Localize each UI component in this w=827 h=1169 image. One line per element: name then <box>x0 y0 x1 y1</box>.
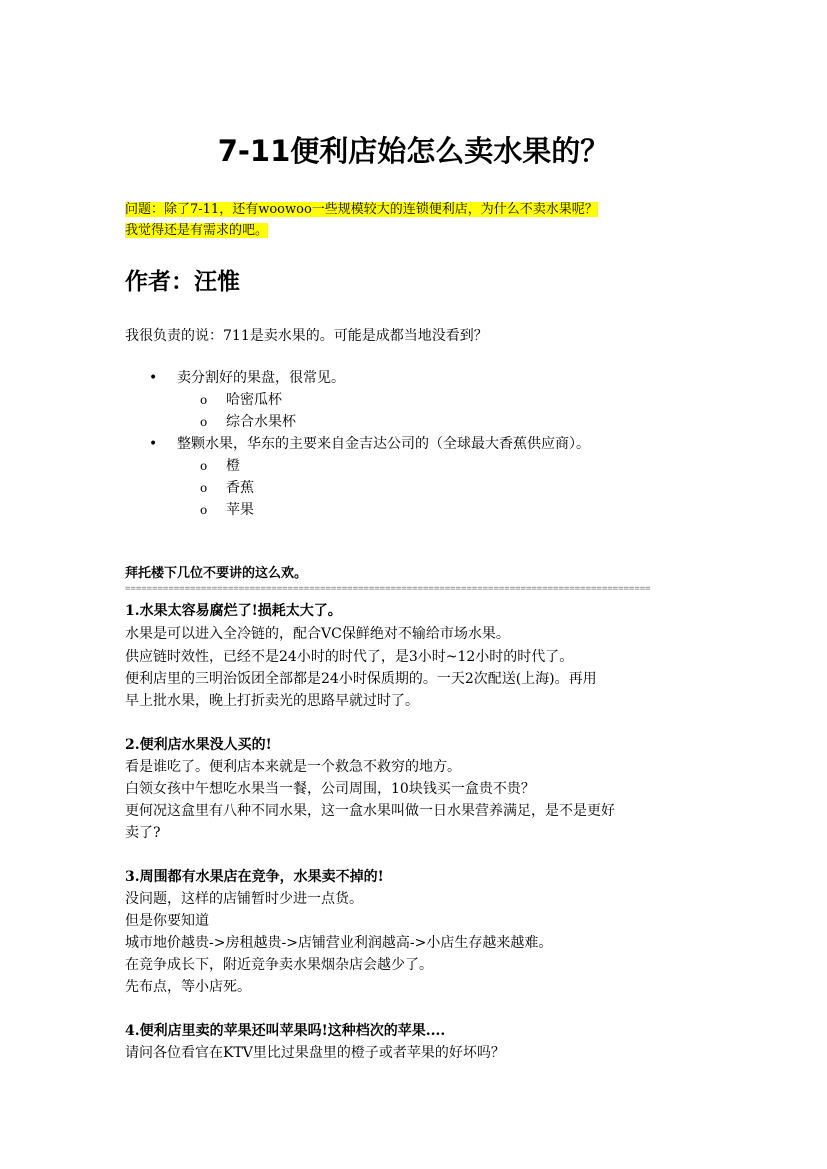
sub-list-item: 哈密瓜杯 <box>226 392 282 408</box>
list-item: 整颗水果，华东的主要来自金吉达公司的（全球最大香蕉供应商）。 <box>177 436 590 452</box>
section-line: 便利店里的三明治饭团全部都是24小时保质期的。一天2次配送(上海)。再用 <box>125 671 597 687</box>
section-line: 看是谁吃了。便利店本来就是一个救急不救穷的地方。 <box>125 759 461 775</box>
section-line: 在竞争成长下，附近竞争卖水果烟杂店会越少了。 <box>125 957 433 973</box>
bullet-icon: • <box>149 436 158 452</box>
section-line: 但是你要知道 <box>125 913 209 929</box>
sub-bullet-icon: o <box>200 503 208 517</box>
section-heading: 4.便利店里卖的苹果还叫苹果吗!这种档次的苹果.... <box>125 1023 446 1039</box>
section-line: 白领女孩中午想吃水果当一餐，公司周围，10块钱买一盒贵不贵？ <box>125 781 535 797</box>
author-heading: 作者：汪惟 <box>125 269 240 295</box>
section-heading: 1.水果太容易腐烂了!损耗太大了。 <box>125 603 342 619</box>
section-line: 卖了? <box>125 825 161 841</box>
sub-bullet-icon: o <box>200 393 208 407</box>
section-line: 更何况这盒里有八种不同水果，这一盒水果叫做一日水果营养满足，是不是更好 <box>125 803 615 819</box>
intro-paragraph: 我很负责的说：711是卖水果的。可能是成都当地没看到？ <box>125 328 488 344</box>
bullet-icon: • <box>149 370 158 386</box>
list-item: 卖分割好的果盘，很常见。 <box>177 370 345 386</box>
section-line: 没问题，这样的店铺暂时少进一点货。 <box>125 891 363 907</box>
section-heading: 2.便利店水果没人买的! <box>125 737 272 753</box>
question-highlight-1: 问题：除了7-11，还有woowoo一些规模较大的连锁便利店，为什么不卖水果呢？ <box>125 202 598 217</box>
section-line: 城市地价越贵->房租越贵->店铺营业利润越高->小店生存越来越难。 <box>125 935 553 951</box>
section-line: 早上批水果，晚上打折卖光的思路早就过时了。 <box>125 693 419 709</box>
question-highlight-2: 我觉得还是有需求的吧。 <box>125 223 269 238</box>
section-line: 水果是可以进入全冷链的，配合VC保鲜绝对不输给市场水果。 <box>125 626 510 642</box>
sub-bullet-icon: o <box>200 415 208 429</box>
question-line-1 <box>125 200 598 220</box>
divider-line: ================================================================================================= <box>125 584 651 594</box>
sub-list-item: 综合水果杯 <box>226 414 296 430</box>
sub-list-item: 香蕉 <box>226 480 254 496</box>
question-line-2 <box>125 221 268 241</box>
page-title: 7-11便利店始怎么卖水果的？ <box>217 134 610 168</box>
section-line: 请问各位看官在KTV里比过果盘里的橙子或者苹果的好坏吗？ <box>125 1045 505 1061</box>
sub-list-item: 苹果 <box>226 502 254 518</box>
section-line: 供应链时效性，已经不是24小时的时代了，是3小时~12小时的时代了。 <box>125 649 574 665</box>
section-heading: 3.周围都有水果店在竞争，水果卖不掉的! <box>125 869 384 885</box>
sub-bullet-icon: o <box>200 481 208 495</box>
sub-list-item: 橙 <box>226 458 240 474</box>
sub-bullet-icon: o <box>200 459 208 473</box>
plea-line: 拜托楼下几位不要讲的这么欢。 <box>125 566 308 581</box>
section-line: 先布点，等小店死。 <box>125 979 251 995</box>
